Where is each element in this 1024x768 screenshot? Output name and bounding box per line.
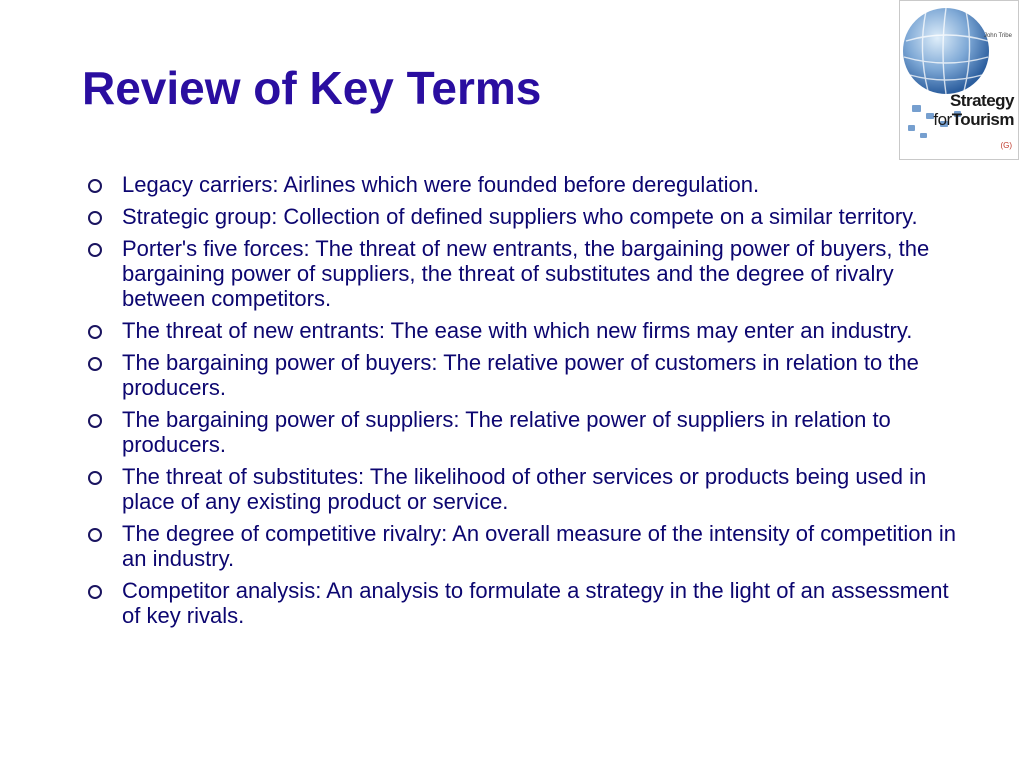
term-text: The bargaining power of buyers: The relative power of customers in relation to the producers. — [122, 350, 919, 400]
hollow-circle-bullet-icon — [88, 179, 102, 193]
term-item — [82, 464, 962, 514]
book-author: John Tribe — [983, 33, 1012, 39]
term-text: The threat of substitutes: The likelihood of other services or products being used in place of any existing product or service. — [122, 464, 927, 514]
book-title-line1: Strategy — [949, 91, 1014, 110]
term-text: Porter's five forces: The threat of new entrants, the bargaining power of buyers, the bargaining power of suppliers, the threat of substitutes and the degree of rivalry between competitors. — [122, 236, 930, 311]
globe-puzzle-icon — [900, 1, 1019, 160]
term-text: The bargaining power of suppliers: The relative power of suppliers in relation to producers. — [122, 407, 891, 457]
term-item — [82, 204, 962, 229]
term-item — [82, 172, 962, 197]
slide-title: Review of Key Terms — [82, 62, 542, 114]
term-item — [82, 407, 962, 457]
hollow-circle-bullet-icon — [88, 211, 102, 225]
term-text: The degree of competitive rivalry: An overall measure of the intensity of competition in an industry. — [122, 521, 956, 571]
hollow-circle-bullet-icon — [88, 325, 102, 339]
term-item — [82, 578, 962, 628]
book-cover-image — [899, 0, 1019, 160]
term-item — [82, 521, 962, 571]
book-title-line2 — [933, 110, 1014, 130]
term-text: Strategic group: Collection of defined suppliers who compete on a similar territory. — [122, 204, 918, 229]
term-text: Legacy carriers: Airlines which were founded before deregulation. — [122, 172, 760, 197]
book-title-for: for — [933, 110, 952, 129]
key-terms-list — [82, 172, 962, 635]
hollow-circle-bullet-icon — [88, 414, 102, 428]
publisher-logo: (G) — [1000, 141, 1012, 150]
hollow-circle-bullet-icon — [88, 471, 102, 485]
term-item — [82, 318, 962, 343]
hollow-circle-bullet-icon — [88, 243, 102, 257]
term-item — [82, 236, 962, 311]
book-title-tourism: Tourism — [951, 110, 1014, 129]
term-text: The threat of new entrants: The ease with which new firms may enter an industry. — [122, 318, 913, 343]
term-item — [82, 350, 962, 400]
hollow-circle-bullet-icon — [88, 528, 102, 542]
term-text: Competitor analysis: An analysis to formulate a strategy in the light of an assessment of key rivals. — [122, 578, 949, 628]
hollow-circle-bullet-icon — [88, 357, 102, 371]
hollow-circle-bullet-icon — [88, 585, 102, 599]
